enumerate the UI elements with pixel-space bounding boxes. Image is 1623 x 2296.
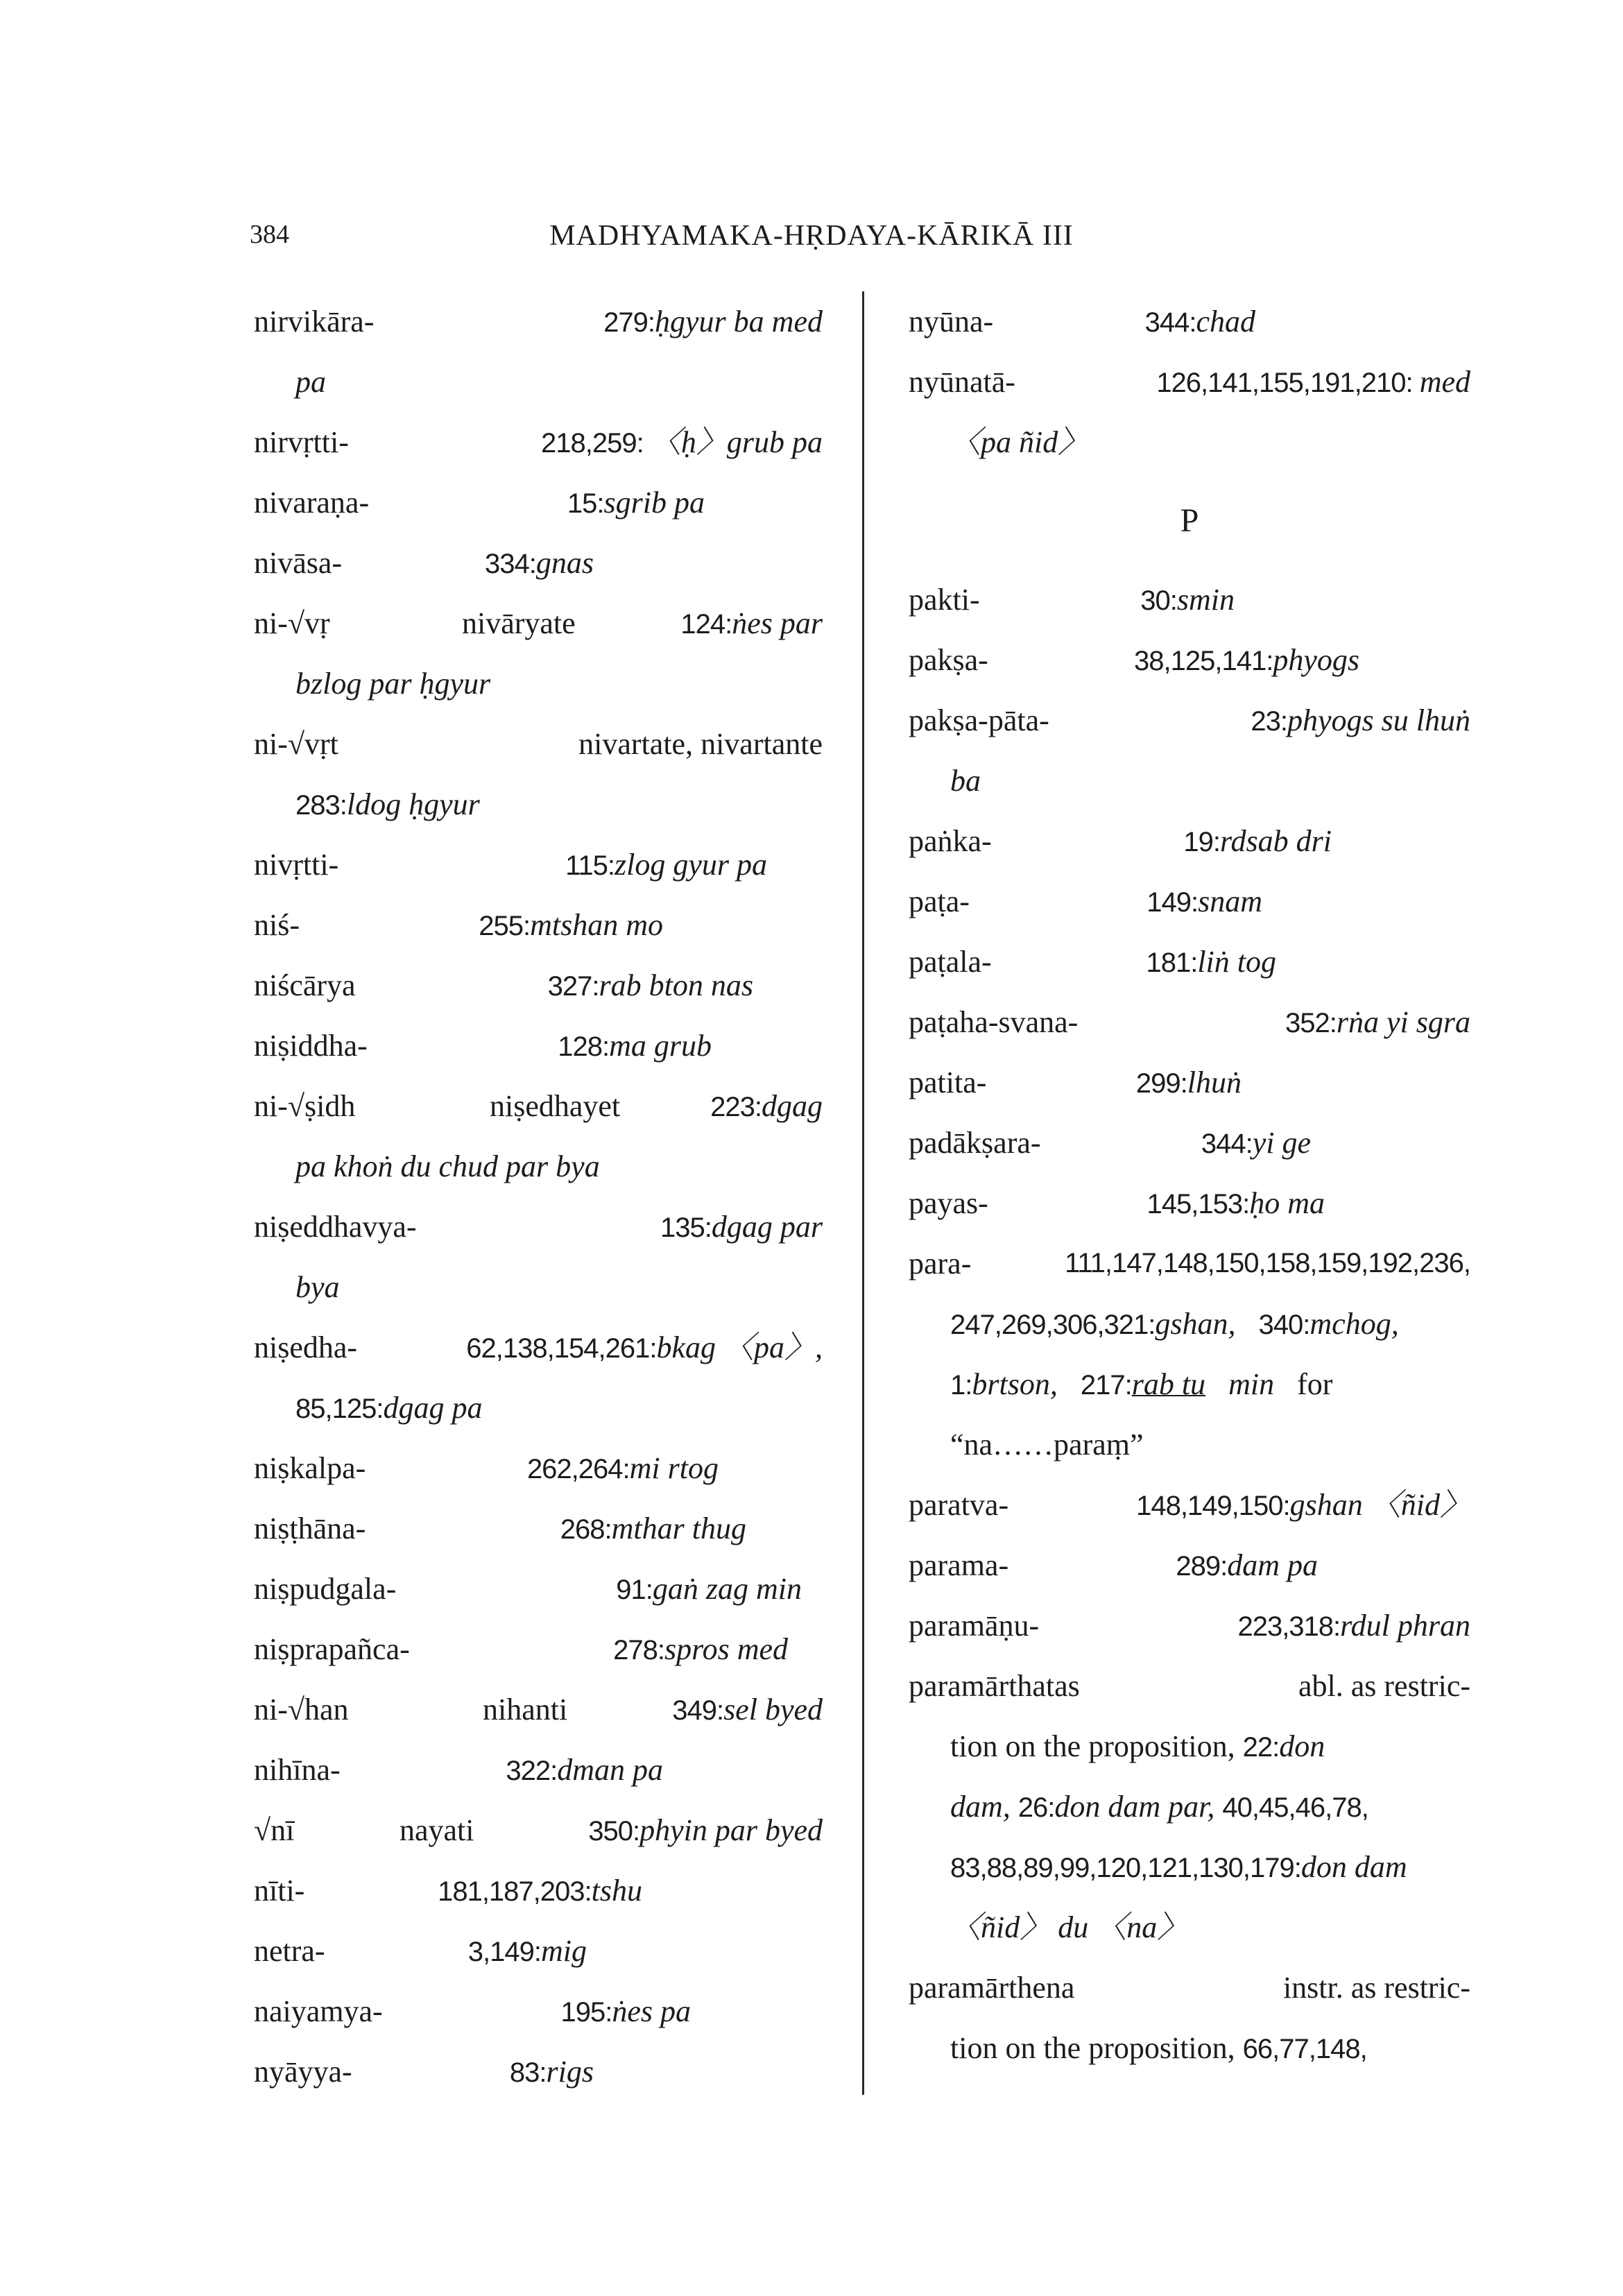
gloss-continuation: pa khoṅ du chud par bya xyxy=(295,1149,600,1183)
headword: paramāṇu- xyxy=(909,1609,1040,1643)
page-header xyxy=(0,219,1623,261)
headword: nivāsa- xyxy=(254,546,343,580)
headword: niṣpudgala- xyxy=(254,1572,397,1606)
gloss: 111,147,148,150,158,159,192,236, xyxy=(1065,1248,1470,1278)
gloss-continuation: bya xyxy=(295,1270,340,1304)
gloss-continuation: 85,125:dgag pa xyxy=(295,1391,483,1425)
entry-line xyxy=(909,569,1470,630)
entry-line xyxy=(909,291,1470,352)
entry-continuation xyxy=(909,1716,1470,1776)
underlined-gloss: rab tu xyxy=(1131,1367,1206,1401)
entry-line xyxy=(254,714,823,774)
entry-line xyxy=(254,472,823,533)
gloss: 62,138,154,261:bkag 〈pa〉, xyxy=(466,1330,823,1364)
gloss: 91:gaṅ zag min xyxy=(616,1572,802,1606)
entry-line xyxy=(909,1173,1470,1233)
entry-continuation xyxy=(254,774,823,834)
entry-line xyxy=(254,1981,823,2041)
gloss-continuation: dam, 26:don dam par, 40,45,46,78, xyxy=(950,1790,1368,1824)
entry-continuation xyxy=(909,1897,1470,1957)
gloss-continuation: tion on the proposition, 66,77,148, xyxy=(950,2031,1367,2065)
entry-line xyxy=(254,291,823,352)
headword: padākṣara- xyxy=(909,1126,1041,1160)
verb-form: niṣedhayet xyxy=(490,1089,621,1123)
gloss-continuation: ba xyxy=(950,764,981,798)
entry-line xyxy=(254,1016,823,1076)
headword: niṣiddha- xyxy=(254,1029,368,1063)
entry-line xyxy=(909,1957,1470,2018)
headword: nirvṛtti- xyxy=(254,425,349,459)
headword: nyūnatā- xyxy=(909,365,1015,399)
gloss: 23:phyogs su lhuṅ xyxy=(1251,703,1470,737)
entry-line xyxy=(254,1679,823,1740)
entry-line xyxy=(254,412,823,472)
gloss: 322:dman pa xyxy=(506,1753,663,1787)
gloss: 350:phyin par byed xyxy=(588,1813,823,1847)
gloss: 115:zlog gyur pa xyxy=(565,848,767,882)
entry-continuation xyxy=(909,1837,1470,1897)
headword: paṭaha-svana- xyxy=(909,1005,1079,1039)
headword: niṣedha- xyxy=(254,1330,358,1364)
headword: nirvikāra- xyxy=(254,305,375,339)
entry-line xyxy=(254,1076,823,1136)
headword: ni-√vṛt xyxy=(254,727,338,761)
gloss-continuation: bzlog par ḥgyur xyxy=(295,667,491,701)
headword: niṣkalpa- xyxy=(254,1451,366,1485)
gloss: 3,149:mig xyxy=(467,1934,587,1968)
entry-line xyxy=(909,1656,1470,1716)
entry-continuation xyxy=(254,653,823,714)
column-divider xyxy=(862,291,864,2095)
headword: paṅka- xyxy=(909,824,992,858)
headword: ni-√han xyxy=(254,1693,349,1727)
gloss: 278:spros med xyxy=(613,1632,788,1666)
headword: paratva- xyxy=(909,1488,1009,1522)
headword: ni-√ṣidh xyxy=(254,1089,356,1123)
entry-line xyxy=(254,1921,823,1981)
definition: instr. as restric- xyxy=(1282,1971,1470,2005)
entry-line xyxy=(254,1498,823,1559)
gloss: 128:ma grub xyxy=(558,1029,712,1063)
headword: niṣeddhavya- xyxy=(254,1210,417,1244)
entry-continuation xyxy=(254,1136,823,1197)
verb-form: nivartate, nivartante xyxy=(578,727,823,761)
headword: payas- xyxy=(909,1186,988,1220)
entry-continuation xyxy=(909,412,1470,472)
entry-continuation xyxy=(254,1378,823,1438)
headword: netra- xyxy=(254,1934,325,1968)
entry-line xyxy=(909,1475,1470,1535)
headword: parama- xyxy=(909,1548,1009,1582)
gloss-continuation: tion on the proposition, 22:don xyxy=(950,1729,1325,1763)
entry-continuation xyxy=(909,1354,1470,1414)
headword: paramārthatas xyxy=(909,1669,1080,1703)
headword: nyāyya- xyxy=(254,2055,352,2089)
entry-line xyxy=(254,1317,823,1378)
gloss: 283:ldog ḥgyur xyxy=(295,787,480,821)
gloss: 181,187,203:tshu xyxy=(438,1874,642,1908)
entry-line xyxy=(909,630,1470,690)
entry-line xyxy=(254,955,823,1016)
headword: paṭa- xyxy=(909,884,970,918)
entry-line xyxy=(909,992,1470,1052)
entry-line xyxy=(254,1860,823,1921)
left-column xyxy=(254,291,823,2102)
entry-line xyxy=(254,1619,823,1679)
gloss: 289:dam pa xyxy=(1176,1548,1318,1582)
headword: nivaraṇa- xyxy=(254,486,370,520)
gloss: 124:ṅes par xyxy=(680,606,823,640)
gloss-continuation: “na……paraṃ” xyxy=(950,1428,1144,1462)
gloss: 19:rdsab dri xyxy=(1183,824,1332,858)
verb-form: nivāryate xyxy=(462,606,576,640)
gloss: 148,149,150:gshan 〈ñid〉 xyxy=(1136,1488,1470,1522)
gloss-continuation: 83,88,89,99,120,121,130,179:don dam xyxy=(950,1850,1407,1884)
entry-line xyxy=(254,593,823,653)
entry-line xyxy=(909,690,1470,751)
gloss: 38,125,141:phyogs xyxy=(1134,643,1359,677)
entry-line xyxy=(254,834,823,895)
headword: niṣprapañca- xyxy=(254,1632,410,1666)
gloss: 149:snam xyxy=(1147,884,1262,918)
gloss-continuation: pa xyxy=(295,365,326,399)
gloss: 181:liṅ tog xyxy=(1146,945,1276,979)
entry-continuation xyxy=(909,2018,1470,2078)
entry-continuation xyxy=(254,352,823,412)
entry-continuation xyxy=(909,1414,1470,1475)
gloss: 145,153:ḥo ma xyxy=(1147,1186,1325,1220)
entry-line xyxy=(909,871,1470,932)
headword: para- xyxy=(909,1246,972,1280)
running-title: MADHYAMAKA-HṚDAYA-KĀRIKĀ III xyxy=(549,220,1074,252)
gloss: 349:sel byed xyxy=(672,1693,823,1727)
gloss: 268:mthar thug xyxy=(560,1511,746,1545)
gloss-continuation: 247,269,306,321:gshan, 340:mchog, xyxy=(950,1307,1399,1341)
entry-line xyxy=(254,1438,823,1498)
gloss: 334:gnas xyxy=(485,546,594,580)
headword: ni-√vṛ xyxy=(254,606,330,640)
entry-line xyxy=(254,2041,823,2102)
entry-line xyxy=(254,895,823,955)
entry-line xyxy=(909,811,1470,871)
verb-form: nayati xyxy=(400,1813,474,1847)
headword: paṭala- xyxy=(909,945,992,979)
gloss: 344:chad xyxy=(1144,305,1255,339)
gloss: 195:ṅes pa xyxy=(560,1994,691,2028)
definition: abl. as restric- xyxy=(1298,1669,1470,1703)
headword: patita- xyxy=(909,1065,987,1099)
gloss: 218,259: 〈ḥ〉grub pa xyxy=(541,425,823,459)
headword: pakṣa-pāta- xyxy=(909,703,1049,737)
entry-line xyxy=(254,1740,823,1800)
gloss: 279:ḥgyur ba med xyxy=(603,305,823,339)
entry-line xyxy=(254,1800,823,1860)
gloss-continuation: 〈pa ñid〉 xyxy=(950,425,1089,459)
headword: nihīna- xyxy=(254,1753,341,1787)
gloss: 223:dgag xyxy=(710,1089,823,1123)
entry-line xyxy=(254,1559,823,1619)
entry-line xyxy=(909,1113,1470,1173)
gloss: 15:sgrib pa xyxy=(567,486,705,520)
gloss: 327:rab bton nas xyxy=(547,968,753,1002)
headword: nivṛtti- xyxy=(254,848,339,882)
headword: pakṣa- xyxy=(909,643,988,677)
entry-continuation xyxy=(909,1776,1470,1837)
entry-line xyxy=(254,1197,823,1257)
headword: nīti- xyxy=(254,1874,305,1908)
verb-form: nihanti xyxy=(483,1693,568,1727)
entry-continuation xyxy=(254,1257,823,1317)
right-column xyxy=(909,291,1470,2078)
gloss: 352:rṅa yi sgra xyxy=(1285,1005,1470,1039)
headword: nyūna- xyxy=(909,305,994,339)
headword: niś- xyxy=(254,908,300,942)
entry-line xyxy=(909,352,1470,412)
entry-continuation xyxy=(909,1294,1470,1354)
entry-line xyxy=(909,1052,1470,1113)
gloss: 262,264:mi rtog xyxy=(526,1451,719,1485)
headword: naiyamya- xyxy=(254,1994,383,2028)
gloss: 135:dgag par xyxy=(660,1210,823,1244)
gloss-continuation: 〈ñid〉 du 〈na〉 xyxy=(950,1910,1188,1944)
entry-line xyxy=(909,1535,1470,1595)
gloss-continuation: 1:brtson, 217:rab tu min for xyxy=(950,1367,1333,1401)
entry-line xyxy=(909,1233,1470,1294)
gloss: 83:rigs xyxy=(509,2055,594,2089)
headword: niṣṭhāna- xyxy=(254,1511,366,1545)
entry-line xyxy=(909,932,1470,992)
headword: niścārya xyxy=(254,968,356,1002)
gloss: 344:yi ge xyxy=(1201,1126,1311,1160)
gloss: 255:mtshan mo xyxy=(479,908,663,942)
page-number: 384 xyxy=(250,220,289,249)
gloss: 223,318:rdul phran xyxy=(1237,1609,1470,1643)
entry-line xyxy=(909,1595,1470,1656)
entry-continuation xyxy=(909,751,1470,811)
section-letter: P xyxy=(1180,502,1199,539)
gloss: 30:smin xyxy=(1140,583,1235,617)
entry-line xyxy=(254,533,823,593)
headword: √nī xyxy=(254,1813,295,1847)
gloss: 126,141,155,191,210: med xyxy=(1156,365,1470,399)
gloss: 299:lhuṅ xyxy=(1135,1065,1242,1099)
headword: paramārthena xyxy=(909,1971,1075,2005)
headword: pakti- xyxy=(909,583,980,617)
